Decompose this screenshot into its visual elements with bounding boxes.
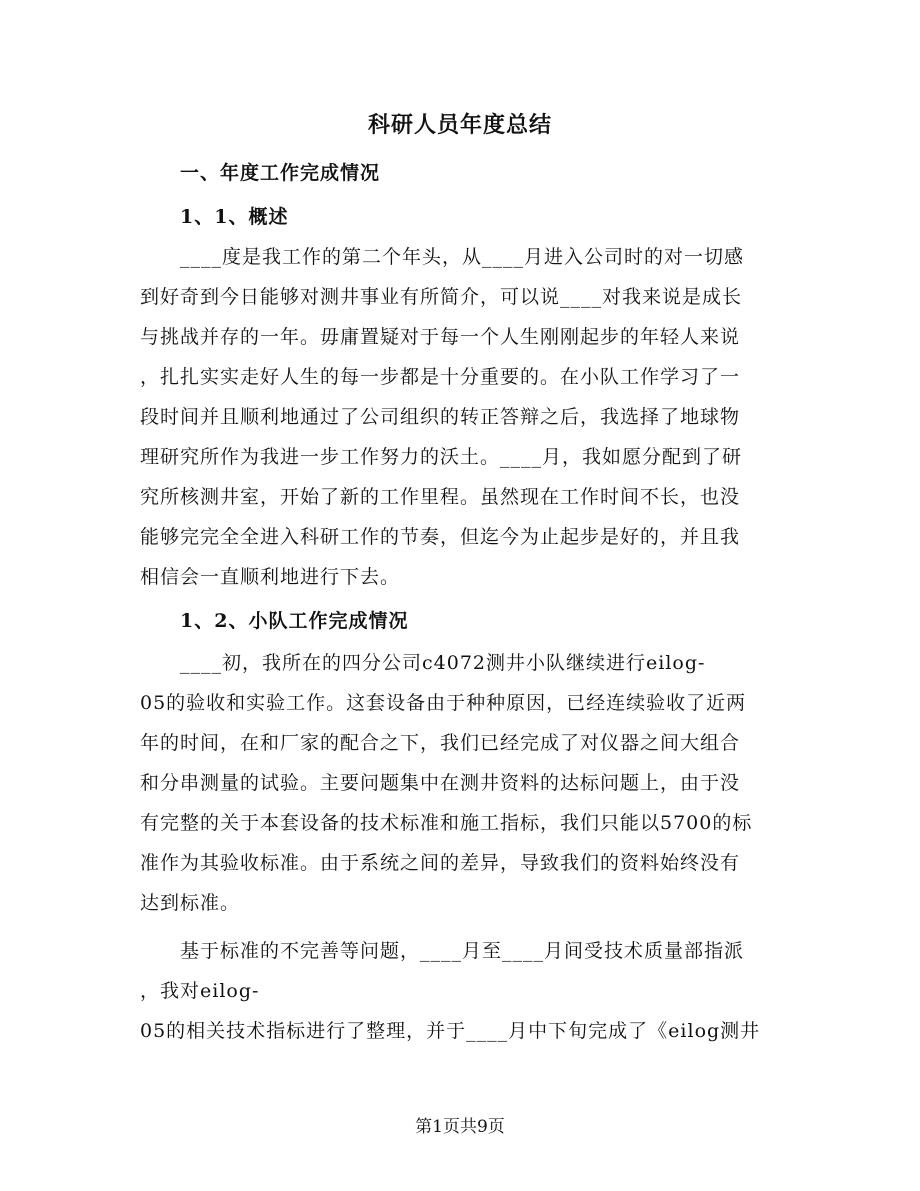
paragraph-line: 05的验收和实验工作。这套设备由于种种原因，已经连续验收了近两 — [140, 692, 747, 714]
paragraph-line: 达到标准。 — [140, 892, 241, 914]
subsection-heading-1-1: 1、1、概述 — [180, 206, 289, 228]
subsection-heading-1-2: 1、2、小队工作完成情况 — [180, 610, 409, 632]
paragraph-line: ，我对eilog- — [140, 980, 260, 1002]
paragraph-line: 到好奇到今日能够对测井事业有所简介，可以说____对我来说是成长 — [140, 286, 743, 308]
page-number: 第1页共9页 — [415, 1117, 505, 1137]
paragraph-line: 准作为其验收标准。由于系统之间的差异，导致我们的资料始终没有 — [140, 852, 741, 874]
paragraph-line: ____度是我工作的第二个年头，从____月进入公司时的对一切感 — [180, 246, 745, 268]
paragraph-line: ，扎扎实实走好人生的每一步都是十分重要的。在小队工作学习了一 — [140, 366, 741, 388]
paragraph-line: 能够完完全全进入科研工作的节奏，但迄今为止起步是好的，并且我 — [140, 526, 741, 548]
paragraph-line: 段时间并且顺利地通过了公司组织的转正答辩之后，我选择了地球物 — [140, 406, 741, 428]
paragraph-line: 有完整的关于本套设备的技术标准和施工指标，我们只能以5700的标 — [140, 812, 753, 834]
paragraph-line: 与挑战并存的一年。毋庸置疑对于每一个人生刚刚起步的年轻人来说 — [140, 326, 741, 348]
paragraph-line: 和分串测量的试验。主要问题集中在测井资料的达标问题上，由于没 — [140, 772, 741, 794]
section-heading-1: 一、年度工作完成情况 — [180, 162, 381, 184]
paragraph-line: 相信会一直顺利地进行下去。 — [140, 566, 401, 588]
paragraph-line: 年的时间，在和厂家的配合之下，我们已经完成了对仪器之间大组合 — [140, 732, 741, 754]
document-title: 科研人员年度总结 — [367, 112, 552, 138]
paragraph-line: 究所核测井室，开始了新的工作里程。虽然现在工作时间不长，也没 — [140, 486, 741, 508]
paragraph-line: 基于标准的不完善等问题，____月至____月间受技术质量部指派 — [180, 940, 745, 962]
paragraph-line: ____初，我所在的四分公司c4072测井小队继续进行eilog- — [180, 652, 706, 674]
paragraph-line: 05的相关技术指标进行了整理，并于____月中下旬完成了《eilog测井 — [140, 1020, 761, 1042]
paragraph-line: 理研究所作为我进一步工作努力的沃土。____月，我如愿分配到了研 — [140, 446, 743, 468]
